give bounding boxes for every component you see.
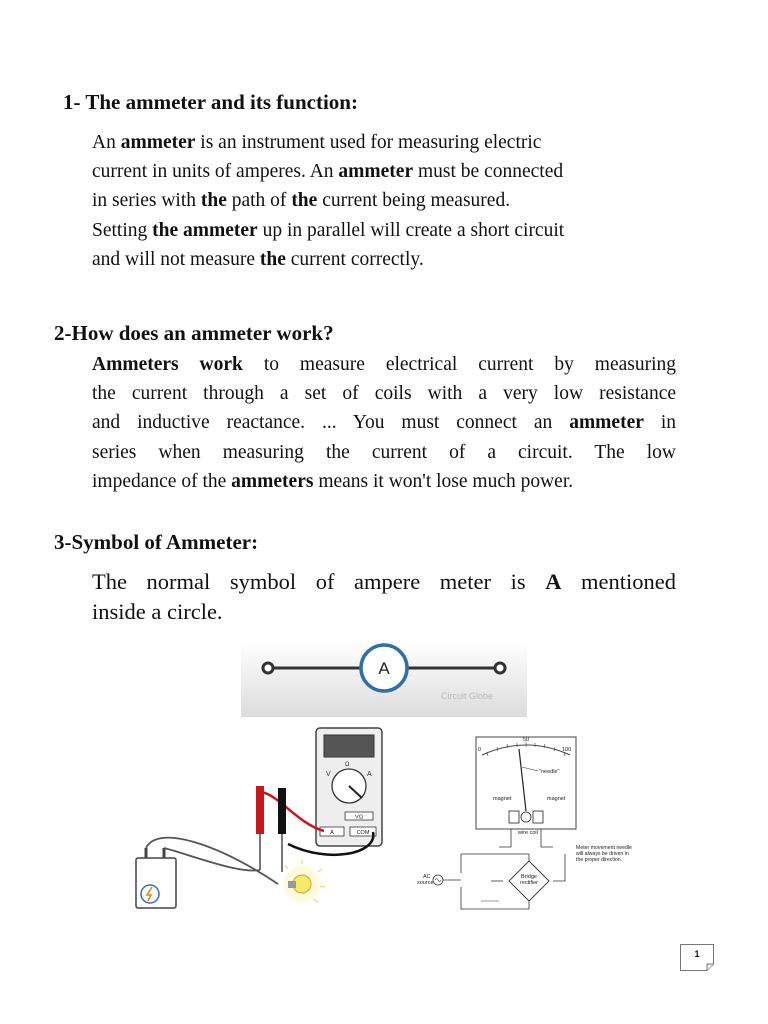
text-run: must be connected — [413, 161, 564, 183]
text-run: An — [92, 132, 121, 153]
dial-mark-ohm: Ω — [345, 762, 350, 768]
text-run: mentioned — [561, 569, 676, 594]
text-run: Setting — [92, 219, 153, 241]
paragraph-line — [92, 597, 676, 627]
magnet-right — [533, 811, 543, 823]
scale-min-label: 0 — [478, 747, 482, 753]
scale-mid-label: 50 — [523, 737, 530, 743]
paragraph-line — [92, 567, 676, 597]
magnet-right-label: magnet — [547, 796, 566, 802]
symbol-right-terminal — [495, 663, 505, 673]
black-probe — [278, 788, 286, 834]
text-run: in — [643, 412, 676, 434]
text-run: impedance of the — [92, 470, 232, 492]
bold-term: the — [200, 190, 227, 212]
text-run: current being measured. — [317, 190, 511, 212]
paragraph-line — [92, 157, 692, 186]
section-1-paragraph — [92, 128, 692, 274]
bold-term: A — [545, 569, 562, 594]
red-probe — [256, 786, 264, 834]
text-run: the current through a set of coils with a very low resistance — [92, 383, 676, 405]
text-run: and will not measure — [92, 248, 260, 270]
text-run: in series with — [92, 190, 201, 212]
text-run: path of — [226, 190, 292, 212]
text-run: to measure electrical current by measuring — [242, 354, 677, 375]
bold-term: Ammeters work — [92, 354, 243, 375]
section-3-heading: 3-Symbol of Ammeter: — [54, 530, 259, 554]
bold-term: ammeter — [569, 412, 644, 434]
port-com-label: COM — [356, 830, 370, 836]
scale-max-label: 100 — [562, 747, 572, 753]
paragraph-line — [92, 216, 692, 245]
dial-mark-v: V — [326, 771, 331, 778]
red-lead-wire — [261, 792, 324, 831]
text-run: current in units of amperes. An — [92, 161, 339, 183]
ac-source-label-1: AC — [423, 874, 431, 880]
ammeter-symbol-figure — [241, 641, 527, 717]
bold-term: the ammeter — [152, 219, 258, 241]
symbol-watermark: Circuit Globe — [440, 691, 494, 701]
text-run: The normal symbol of ampere meter is — [92, 569, 546, 594]
bold-term: the — [259, 248, 286, 270]
rectifier-label-2: rectifier — [519, 880, 539, 886]
paragraph-line — [92, 379, 676, 408]
section-2-heading: 2-How does an ammeter work? — [54, 321, 334, 345]
symbol-letter: A — [378, 659, 390, 678]
magnet-left-label: magnet — [493, 796, 512, 802]
text-run: current correctly. — [285, 248, 424, 270]
bold-term: the — [291, 190, 318, 212]
text-run: means it won't lose much power. — [313, 470, 574, 492]
text-run: inside a circle. — [92, 599, 223, 624]
note-line-1: Meter movement needle — [576, 845, 632, 851]
rectifier-circuit-wires — [461, 829, 565, 909]
symbol-left-terminal — [263, 663, 273, 673]
dial-mark-a: A — [367, 771, 372, 778]
ammeter-circuit-figure — [128, 724, 390, 922]
paragraph-line — [92, 467, 676, 496]
needle-label: "needle" — [539, 769, 560, 775]
bold-term: ammeter — [338, 161, 414, 183]
light-bulb — [284, 860, 325, 903]
text-run: is an instrument used for measuring electric — [195, 132, 542, 153]
section-1-heading: 1- The ammeter and its function: — [63, 90, 358, 114]
battery-logo — [141, 885, 159, 903]
note-line-3: the proper direction. — [576, 857, 623, 863]
port-a-label: A — [330, 830, 334, 836]
ac-source-label-2: source — [417, 880, 434, 886]
bold-term: ammeter — [120, 132, 196, 153]
battery-wire-2 — [164, 848, 260, 871]
bold-term: ammeters — [231, 470, 314, 492]
text-run: up in parallel will create a short circuit — [257, 219, 565, 241]
paragraph-line — [92, 128, 692, 157]
paragraph-line — [92, 186, 692, 215]
page-number: 1 — [694, 949, 700, 959]
wire-coil-label: wire coil — [518, 830, 538, 836]
rectifier-label-1: Bridge — [521, 874, 537, 880]
paragraph-line — [92, 245, 692, 274]
section-3-paragraph — [92, 567, 676, 627]
paragraph-line — [92, 408, 676, 437]
note-line-2: will always be driven in — [576, 851, 629, 857]
text-run: and inductive reactance. ... You must connect an — [92, 412, 570, 434]
magnet-left — [509, 811, 519, 823]
multimeter-display — [324, 735, 374, 757]
paragraph-line — [92, 350, 676, 379]
wire-coil — [521, 812, 531, 822]
text-run: series when measuring the current of a circuit. The low — [92, 441, 676, 463]
paragraph-line — [92, 438, 676, 467]
section-2-paragraph — [92, 350, 676, 496]
meter-movement-figure — [415, 733, 632, 920]
port-v-label: VΩ — [355, 814, 363, 821]
